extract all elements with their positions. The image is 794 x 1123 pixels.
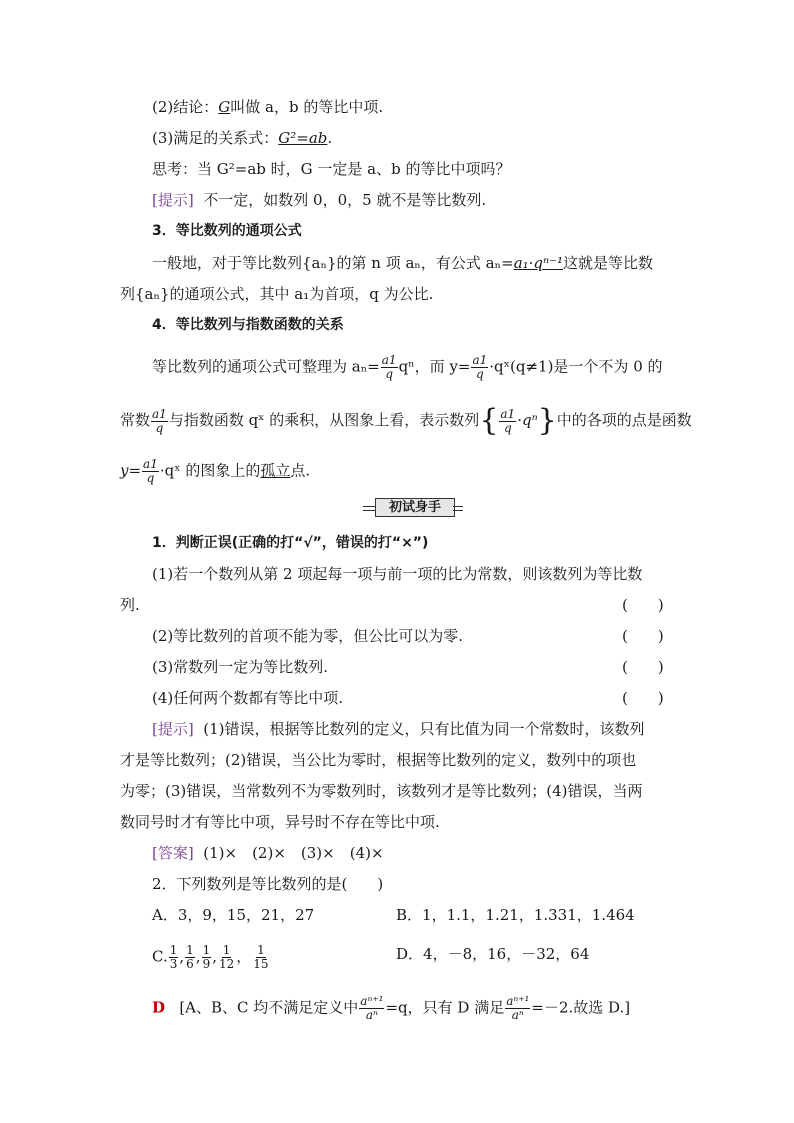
ex1-hint-line1 [152, 719, 645, 739]
think-question: 思考：当 G²=ab 时，G 一定是 a、b 的等比中项吗？ [152, 160, 511, 178]
c-frac-num: 1 [186, 943, 194, 957]
frac-num: a1 [381, 353, 397, 367]
ex1-q2-answer-box[interactable]: ( ) [622, 627, 664, 645]
p4-line1-a: 等比数列的通项公式可整理为 aₙ= [152, 357, 380, 376]
fraction-a1-over-q [381, 354, 398, 381]
relation-value: G²=ab [278, 129, 328, 147]
p4-line1 [152, 354, 663, 381]
ex1-q3: (3)常数列一定为等比数列. [152, 658, 329, 676]
p3-line1-a: 一般地，对于等比数列{aₙ}的第 n 项 aₙ，有公式 aₙ= [152, 254, 514, 272]
c-frac-den: 9 [202, 957, 211, 971]
conclusion-line [152, 97, 383, 117]
frac-den: q [146, 471, 155, 485]
c-frac-den: 12 [218, 957, 235, 971]
ex1-q1-line2: 列. [120, 596, 140, 614]
left-brace: { [479, 403, 499, 438]
c-frac-den: 3 [169, 957, 178, 971]
frac-num: a1 [143, 457, 158, 471]
p4-line2 [120, 403, 692, 438]
fraction-a1-over-q-2 [471, 354, 488, 381]
hint-text: 不一定，如数列 0，0，5 就不是等比数列. [203, 191, 487, 209]
p3-formula: a₁·qⁿ⁻¹ [513, 254, 564, 272]
ex2-c-frac-3 [202, 944, 212, 971]
p4-line3-b: ·qˣ 的图象上的 [159, 461, 261, 480]
p3-line2: 列{aₙ}的通项公式，其中 a₁为首项，q 为公比. [120, 285, 434, 303]
heading-4: 4．等比数列与指数函数的关系 [152, 317, 344, 333]
p4-line3-c: 点. [290, 461, 311, 480]
ex2-solution [152, 995, 630, 1022]
ex2-solution-a: [A、B、C 均不满足定义中 [179, 998, 359, 1017]
conclusion-prefix: (2)结论： [152, 98, 219, 116]
ex1-q4: (4)任何两个数都有等比中项. [152, 689, 344, 707]
brace-inner: ·qⁿ [517, 411, 538, 429]
hint-tag: [提示] [152, 191, 194, 209]
p4-line2-c: 中的各项的点是函数 [556, 411, 692, 429]
sol-frac-den: aⁿ [365, 1008, 378, 1022]
p4-line2-b: 与指数函数 qˣ 的乘积，从图象上看，表示数列 [168, 411, 480, 429]
frac-den: q [503, 420, 512, 435]
p4-line3-a: y= [120, 461, 142, 480]
ex2-option-b[interactable]: B．1，1.1，1.21，1.331，1.464 [396, 906, 635, 924]
ex1-q2: (2)等比数列的首项不能为零，但公比可以为零. [152, 627, 464, 645]
ex2-c-frac-1 [169, 944, 179, 971]
p4-line2-a: 常数 [120, 411, 151, 429]
p4-line1-b: qⁿ，而 y= [398, 357, 471, 376]
exercise1-title: 1．判断正误(正确的打“√”，错误的打“×”) [152, 535, 429, 551]
frac-num: a1 [152, 406, 167, 421]
frac-den: q [385, 367, 394, 381]
c-frac-num: 1 [202, 943, 211, 957]
ex2-c-frac-2 [185, 944, 195, 971]
fraction-a1-over-q-3 [151, 408, 168, 435]
ex2-c-frac-5 [252, 944, 269, 971]
fraction-a1-over-q-4 [499, 408, 516, 435]
section-banner [363, 498, 463, 516]
conclusion-g: G [218, 98, 231, 116]
ex2-option-a[interactable]: A．3，9，15，21，27 [152, 906, 315, 924]
relation-prefix: (3)满足的关系式： [152, 129, 279, 147]
frac-den: q [476, 367, 484, 381]
ex1-q1-answer-box[interactable]: ( ) [622, 596, 664, 614]
c-frac-den: 6 [186, 957, 194, 971]
relation-suffix: . [327, 129, 333, 147]
ex2-option-c-label: C. [152, 947, 168, 966]
p4-line3-underlined: 孤立 [260, 461, 291, 480]
c-frac-num: 1 [257, 943, 265, 957]
frac-den: q [155, 420, 164, 435]
ex1-answer: (1)× (2)× (3)× (4)× [203, 844, 384, 862]
banner-label: 初试身手 [375, 498, 455, 517]
sol-frac-den: aⁿ [511, 1008, 524, 1022]
p3-line1-b: 这就是等比数 [563, 254, 654, 272]
c-frac-den: 15 [253, 957, 269, 971]
c-frac-num: 1 [169, 943, 178, 957]
ex1-q1-line1: (1)若一个数列从第 2 项起每一项与前一项的比为常数，则该数列为等比数 [152, 565, 643, 583]
ex2-solution-frac-1 [359, 995, 384, 1022]
ex1-hint-line4: 数同号时才有等比中项，异号时不存在等比中项. [120, 813, 440, 831]
frac-num: a1 [500, 406, 516, 421]
ex2-solution-frac-2 [505, 995, 530, 1022]
ex1-answer-line [152, 843, 384, 863]
ex1-hint-line2: 才是等比数列；(2)错误，当公比为零时，根据等比数列的定义，数列中的项也 [120, 751, 637, 769]
sol-frac-num: aⁿ⁺¹ [506, 994, 530, 1008]
ex2-option-c[interactable]: C. $\frac{1}{3}$ , $\frac{1}{6}$ , $\frac{1}{9}$ , $\frac{1}{12}$ ， $\frac{1}{15}$ [152, 943, 269, 971]
ex1-hint-line3: 为零；(3)错误，当常数列不为零数列时，该数列才是等比数列；(4)错误，当两 [120, 782, 643, 800]
banner-rule-right [453, 506, 463, 511]
ex2-solution-b: =q，只有 D 满足 [385, 998, 505, 1017]
ex2-option-d[interactable]: D．4，－8，16，－32，64 [396, 945, 590, 963]
ex1-answer-tag: [答案] [152, 844, 194, 862]
ex1-q4-answer-box[interactable]: ( ) [622, 689, 664, 707]
ex2-c-frac-4 [218, 944, 235, 971]
sol-frac-num: aⁿ⁺¹ [360, 994, 384, 1008]
c-frac-num: 1 [222, 943, 231, 957]
ex1-hint-tag: [提示] [152, 720, 194, 738]
ex2-solution-letter: D [152, 998, 166, 1017]
ex1-hint-text1: (1)错误，根据等比数列的定义，只有比值为同一个常数时，该数列 [203, 720, 645, 738]
heading-3: 3．等比数列的通项公式 [152, 223, 302, 239]
banner-rule-left [363, 506, 375, 511]
fraction-a1-over-q-5 [142, 458, 159, 485]
p4-line1-c: ·qˣ(q≠1)是一个不为 0 的 [489, 357, 663, 376]
right-brace: } [537, 403, 557, 438]
ex1-q3-answer-box[interactable]: ( ) [622, 658, 664, 676]
exercise2-title: 2．下列数列是等比数列的是( ) [152, 875, 384, 893]
p4-line3 [120, 458, 310, 485]
frac-num: a1 [472, 353, 488, 367]
p3-line1 [152, 253, 653, 273]
ex2-solution-c: =－2.故选 D.] [531, 998, 631, 1017]
conclusion-suffix: 叫做 a，b 的等比中项. [230, 98, 384, 116]
relation-line [152, 128, 332, 148]
hint-line [152, 190, 486, 210]
